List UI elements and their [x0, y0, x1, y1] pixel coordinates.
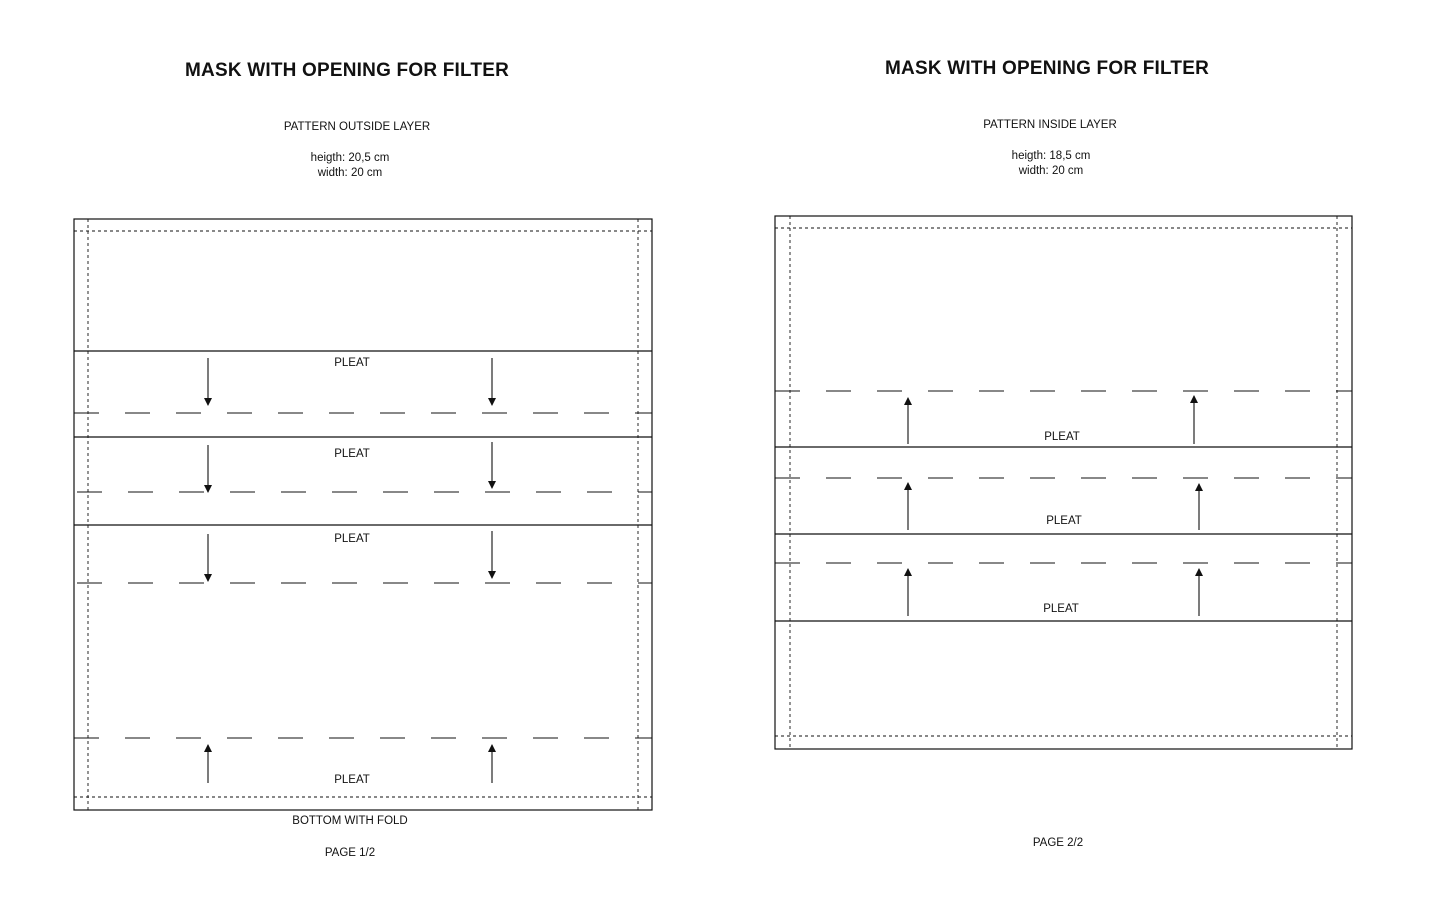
fold-label: BOTTOM WITH FOLD: [292, 815, 408, 827]
pleat-label: PLEAT: [1046, 515, 1082, 527]
seam-allowance: [74, 219, 652, 810]
cut-line-outline: [775, 216, 1352, 749]
seam-allowance: [775, 216, 1352, 749]
width-dimension: width: 20 cm: [1018, 165, 1084, 177]
layer-subtitle: PATTERN INSIDE LAYER: [983, 119, 1117, 131]
pleat-arrows: [908, 396, 1199, 616]
pleat-label: PLEAT: [334, 357, 370, 369]
pleat-fold-lines: [775, 447, 1352, 621]
page-title: MASK WITH OPENING FOR FILTER: [884, 58, 1210, 79]
pleat-dashed-lines: [775, 391, 1352, 563]
layer-subtitle: PATTERN OUTSIDE LAYER: [283, 121, 431, 133]
pleat-dashed-lines: [74, 413, 652, 738]
pattern-page-inside-layer: [720, 0, 1440, 900]
pleat-label: PLEAT: [334, 448, 370, 460]
page-number: PAGE 1/2: [324, 847, 376, 859]
width-dimension: width: 20 cm: [317, 167, 383, 179]
pleat-arrows: [208, 358, 492, 783]
cut-line-outline: [74, 219, 652, 810]
pleat-fold-lines: [74, 351, 652, 525]
height-dimension: heigth: 18,5 cm: [1011, 150, 1091, 162]
inside-layer-pattern-drawing: [720, 0, 1440, 900]
height-dimension: heigth: 20,5 cm: [310, 152, 390, 164]
pleat-label: PLEAT: [334, 774, 370, 786]
pleat-label: PLEAT: [1044, 431, 1080, 443]
pleat-label: PLEAT: [334, 533, 370, 545]
pleat-label: PLEAT: [1043, 603, 1079, 615]
page-title: MASK WITH OPENING FOR FILTER: [184, 60, 510, 81]
page-number: PAGE 2/2: [1032, 837, 1084, 849]
